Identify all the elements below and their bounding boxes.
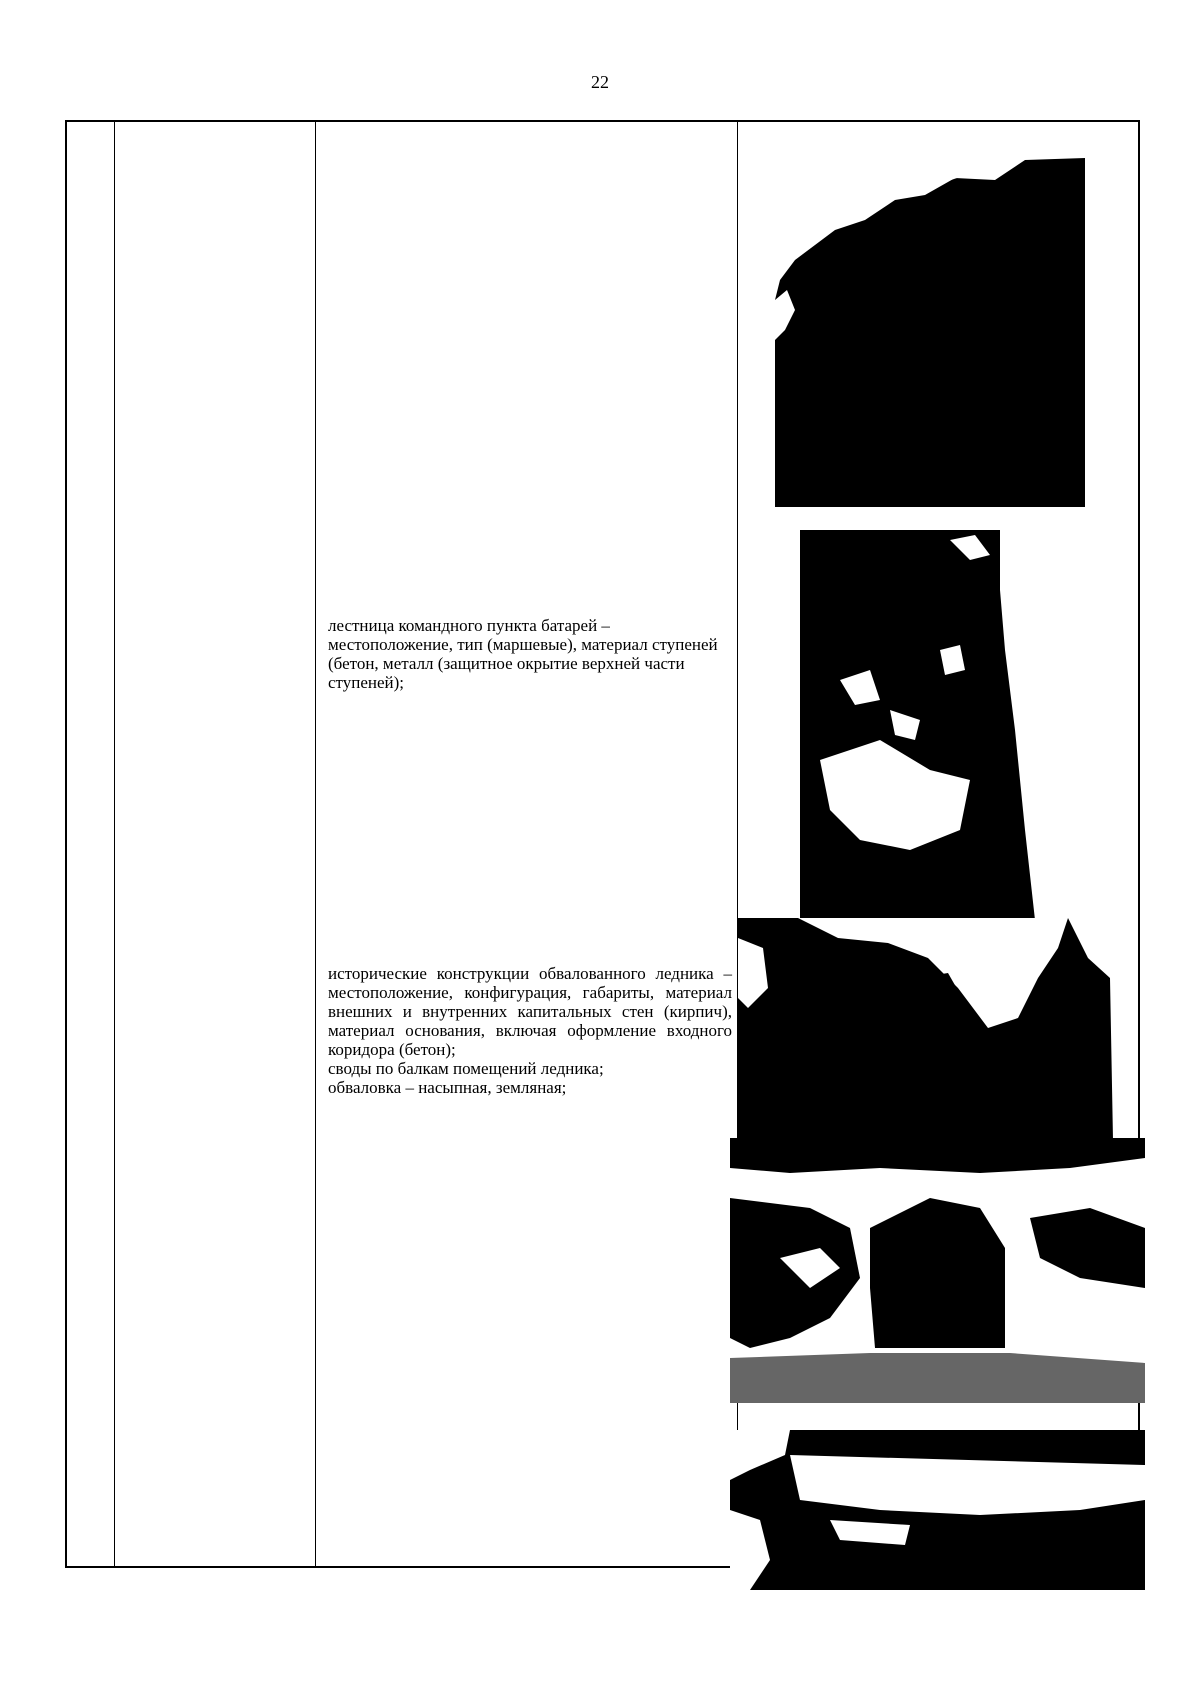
description-text-embankment: обваловка – насыпная, земляная; <box>328 1078 567 1097</box>
description-text-glacier: исторические конструкции обвалованного ледника – местоположение, конфигурация, габариты, материал внешних и внутренних капитальных стен (кирпич), материал основания, включая оформление входного коридора (бетон); <box>328 964 732 1059</box>
photo-2 <box>800 530 1058 920</box>
photo-3-image <box>738 918 1120 1140</box>
page-number: 22 <box>591 72 609 92</box>
description-stair <box>328 616 732 692</box>
description-text-vaults: своды по балкам помещений ледника; <box>328 1059 604 1078</box>
photo-4 <box>730 1138 1145 1403</box>
description-text-stair: лестница командного пункта батарей – местоположение, тип (маршевые), материал ступеней (бетон, металл (защитное окрытие верхней части ступеней); <box>328 616 718 692</box>
photo-1 <box>775 150 1085 507</box>
column-divider-1 <box>114 122 115 1566</box>
photo-5 <box>730 1430 1145 1590</box>
column-divider-2 <box>315 122 316 1566</box>
photo-5-image <box>730 1430 1145 1590</box>
photo-3 <box>738 918 1120 1140</box>
photo-2-image <box>800 530 1058 920</box>
photo-1-image <box>775 150 1085 507</box>
description-glacier-group <box>328 964 732 1097</box>
photo-4-image <box>730 1138 1145 1403</box>
